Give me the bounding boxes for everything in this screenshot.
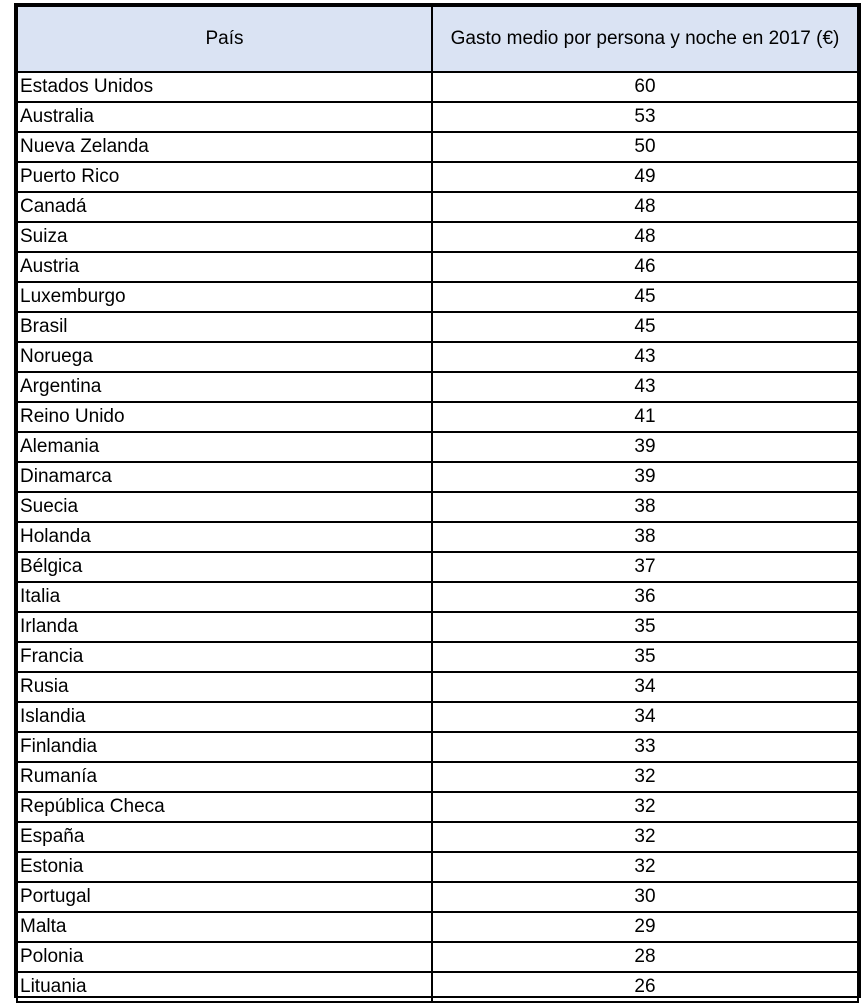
table-row [17,162,858,192]
country-cell: Malta [17,912,432,942]
country-cell: Finlandia [17,732,432,762]
country-cell: Alemania [17,432,432,462]
table-row [17,882,858,912]
spending-value-cell: 32 [432,822,858,852]
country-cell: Lituania [17,972,432,1002]
spending-value-cell: 39 [432,432,858,462]
table-row [17,222,858,252]
table-row [17,432,858,462]
spending-value-cell: 30 [432,882,858,912]
spending-value-cell: 38 [432,522,858,552]
country-cell: Bélgica [17,552,432,582]
country-cell: República Checa [17,792,432,822]
spending-value-cell: 41 [432,402,858,432]
table-row [17,852,858,882]
country-cell: Reino Unido [17,402,432,432]
table-row [17,252,858,282]
spending-value-cell: 46 [432,252,858,282]
spending-value-cell: 35 [432,612,858,642]
table-row [17,612,858,642]
country-cell: Francia [17,642,432,672]
country-cell: Rumanía [17,762,432,792]
table-row [17,672,858,702]
spending-value-cell: 38 [432,492,858,522]
table-row [17,912,858,942]
spending-value-cell: 43 [432,372,858,402]
table-row [17,762,858,792]
table-row [17,822,858,852]
spending-value-cell: 26 [432,972,858,1002]
spending-value-cell: 35 [432,642,858,672]
country-cell: Puerto Rico [17,162,432,192]
spending-value-cell: 43 [432,342,858,372]
spending-value-cell: 34 [432,702,858,732]
table-row [17,642,858,672]
spending-value-cell: 48 [432,192,858,222]
header-row [17,6,858,72]
country-cell: Luxemburgo [17,282,432,312]
country-cell: Italia [17,582,432,612]
column-header-spending: Gasto medio por persona y noche en 2017 (€) [432,6,858,72]
table-row [17,72,858,102]
spending-value-cell: 37 [432,552,858,582]
table-row [17,552,858,582]
spending-value-cell: 39 [432,462,858,492]
country-cell: Dinamarca [17,462,432,492]
table-row [17,582,858,612]
table-row [17,732,858,762]
table-row [17,522,858,552]
country-cell: Suiza [17,222,432,252]
table-row [17,132,858,162]
spending-value-cell: 36 [432,582,858,612]
table-row [17,282,858,312]
country-cell: Australia [17,102,432,132]
country-cell: España [17,822,432,852]
spending-value-cell: 53 [432,102,858,132]
country-cell: Estados Unidos [17,72,432,102]
table-row [17,192,858,222]
country-cell: Noruega [17,342,432,372]
country-cell: Canadá [17,192,432,222]
spending-value-cell: 45 [432,282,858,312]
spending-value-cell: 32 [432,762,858,792]
spending-value-cell: 50 [432,132,858,162]
spending-value-cell: 32 [432,852,858,882]
spending-table-container [14,3,861,998]
spending-value-cell: 45 [432,312,858,342]
country-cell: Brasil [17,312,432,342]
table-row [17,402,858,432]
table-row [17,972,858,1002]
country-cell: Austria [17,252,432,282]
spending-value-cell: 32 [432,792,858,822]
table-row [17,342,858,372]
column-header-country: País [17,6,432,72]
spending-value-cell: 34 [432,672,858,702]
spending-table [16,5,859,1003]
country-cell: Rusia [17,672,432,702]
table-row [17,702,858,732]
country-cell: Argentina [17,372,432,402]
spending-value-cell: 48 [432,222,858,252]
spending-value-cell: 49 [432,162,858,192]
country-cell: Irlanda [17,612,432,642]
table-header [17,6,858,72]
table-row [17,372,858,402]
country-cell: Holanda [17,522,432,552]
table-row [17,462,858,492]
spending-value-cell: 29 [432,912,858,942]
country-cell: Estonia [17,852,432,882]
spending-value-cell: 60 [432,72,858,102]
spending-value-cell: 28 [432,942,858,972]
country-cell: Polonia [17,942,432,972]
table-row [17,492,858,522]
country-cell: Suecia [17,492,432,522]
table-row [17,792,858,822]
table-row [17,942,858,972]
table-row [17,102,858,132]
country-cell: Portugal [17,882,432,912]
table-body [17,72,858,1002]
country-cell: Nueva Zelanda [17,132,432,162]
spending-value-cell: 33 [432,732,858,762]
country-cell: Islandia [17,702,432,732]
table-row [17,312,858,342]
